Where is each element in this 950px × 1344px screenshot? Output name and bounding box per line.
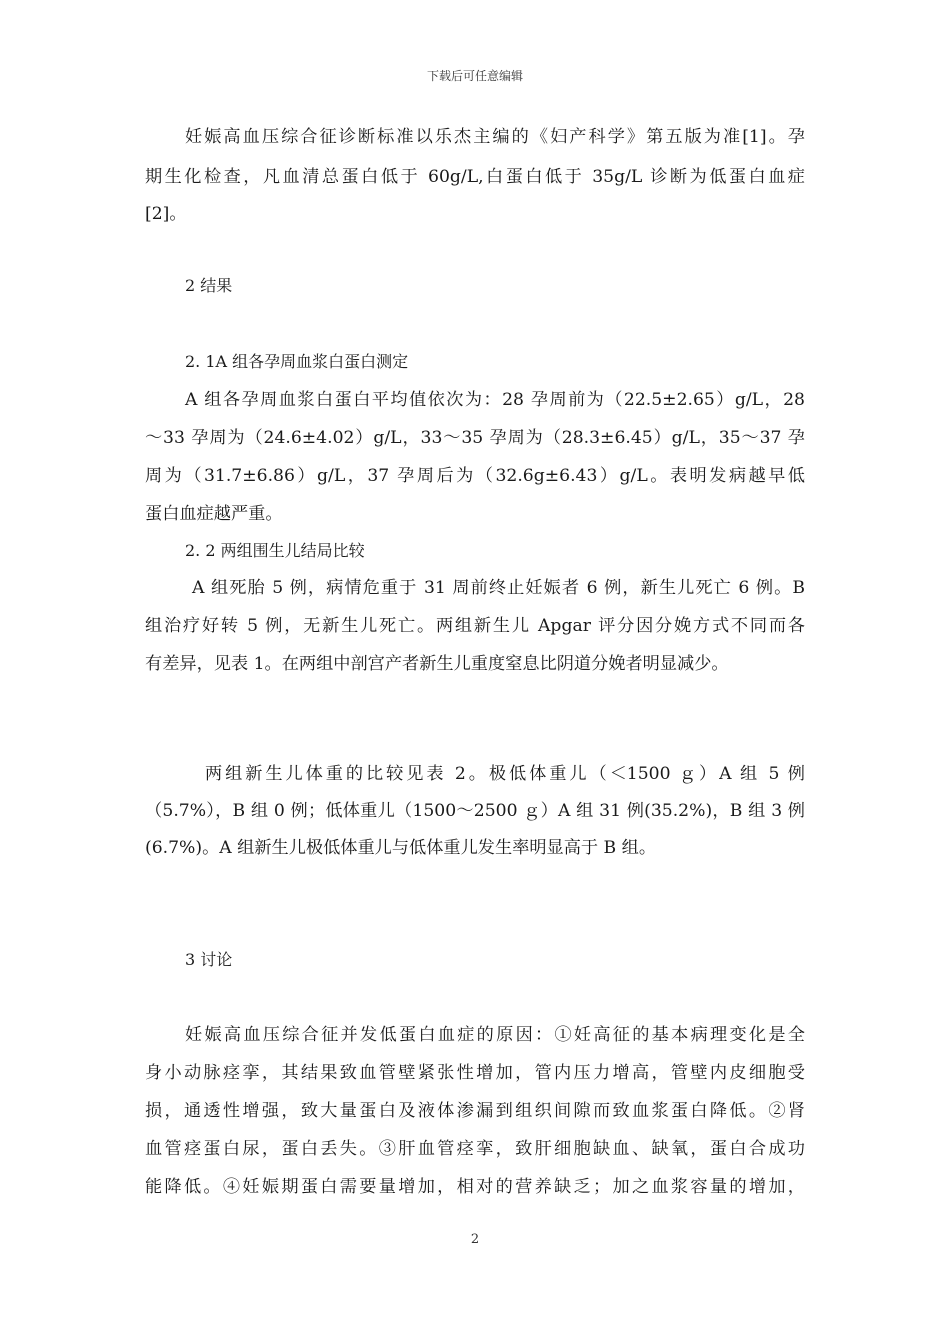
text-line: 能降低。④妊娠期蛋白需要量增加，相对的营养缺乏；加之血浆容量的增加， xyxy=(145,1177,805,1197)
text-line: 两组新生儿体重的比较见表 2。极低体重儿（＜1500 ｇ）A 组 5 例 xyxy=(205,764,805,784)
text-line: ～33 孕周为（24.6±4.02）g/L，33～35 孕周为（28.3±6.45）g/L，35～37 孕 xyxy=(145,428,805,448)
text-line: （5.7%），B 组 0 例；低体重儿（1500～2500 ｇ）A 组 31 例(35.2%)，B 组 3 例 xyxy=(145,801,805,821)
text-line: A 组死胎 5 例，病情危重于 31 周前终止妊娠者 6 例，新生儿死亡 6 例。B xyxy=(192,578,805,598)
text-line: 期生化检查，凡血清总蛋白低于 60g/L,白蛋白低于 35g/L 诊断为低蛋白血症 xyxy=(145,167,805,187)
text-line: (6.7%)。A 组新生儿极低体重儿与低体重儿发生率明显高于 B 组。 xyxy=(145,838,657,858)
subsection-heading-2-2: 2. 2 两组围生儿结局比较 xyxy=(185,541,365,560)
text-line: 组治疗好转 5 例，无新生儿死亡。两组新生儿 Apgar 评分因分娩方式不同而各 xyxy=(145,616,805,636)
subsection-heading-2-1: 2. 1A 组各孕周血浆白蛋白测定 xyxy=(185,352,409,371)
text-line: 身小动脉痉挛，其结果致血管壁紧张性增加，管内压力增高，管壁内皮细胞受 xyxy=(145,1063,805,1083)
text-line: 有差异，见表 1。在两组中剖宫产者新生儿重度窒息比阴道分娩者明显减少。 xyxy=(145,654,729,674)
section-heading-discussion: 3 讨论 xyxy=(185,950,233,969)
text-line: 蛋白血症越严重。 xyxy=(145,504,283,524)
text-line: 周为（31.7±6.86）g/L，37 孕周后为（32.6g±6.43）g/L。表明发病越早低 xyxy=(145,466,805,486)
text-line: [2]。 xyxy=(145,204,187,224)
text-line: 损，通透性增强，致大量蛋白及液体渗漏到组织间隙而致血浆蛋白降低。②肾 xyxy=(145,1101,805,1121)
text-line: 妊娠高血压综合征诊断标准以乐杰主编的《妇产科学》第五版为准[1]。孕 xyxy=(185,127,805,147)
text-line: A 组各孕周血浆白蛋白平均值依次为：28 孕周前为（22.5±2.65）g/L，28 xyxy=(185,390,805,410)
page-number: 2 xyxy=(470,1232,480,1247)
section-heading-results: 2 结果 xyxy=(185,276,233,295)
text-line: 血管痉蛋白尿，蛋白丢失。③肝血管痉挛，致肝细胞缺血、缺氧，蛋白合成功 xyxy=(145,1139,805,1159)
text-line: 妊娠高血压综合征并发低蛋白血症的原因：①妊高征的基本病理变化是全 xyxy=(185,1025,805,1045)
page-header: 下载后可任意编辑 xyxy=(426,69,523,83)
